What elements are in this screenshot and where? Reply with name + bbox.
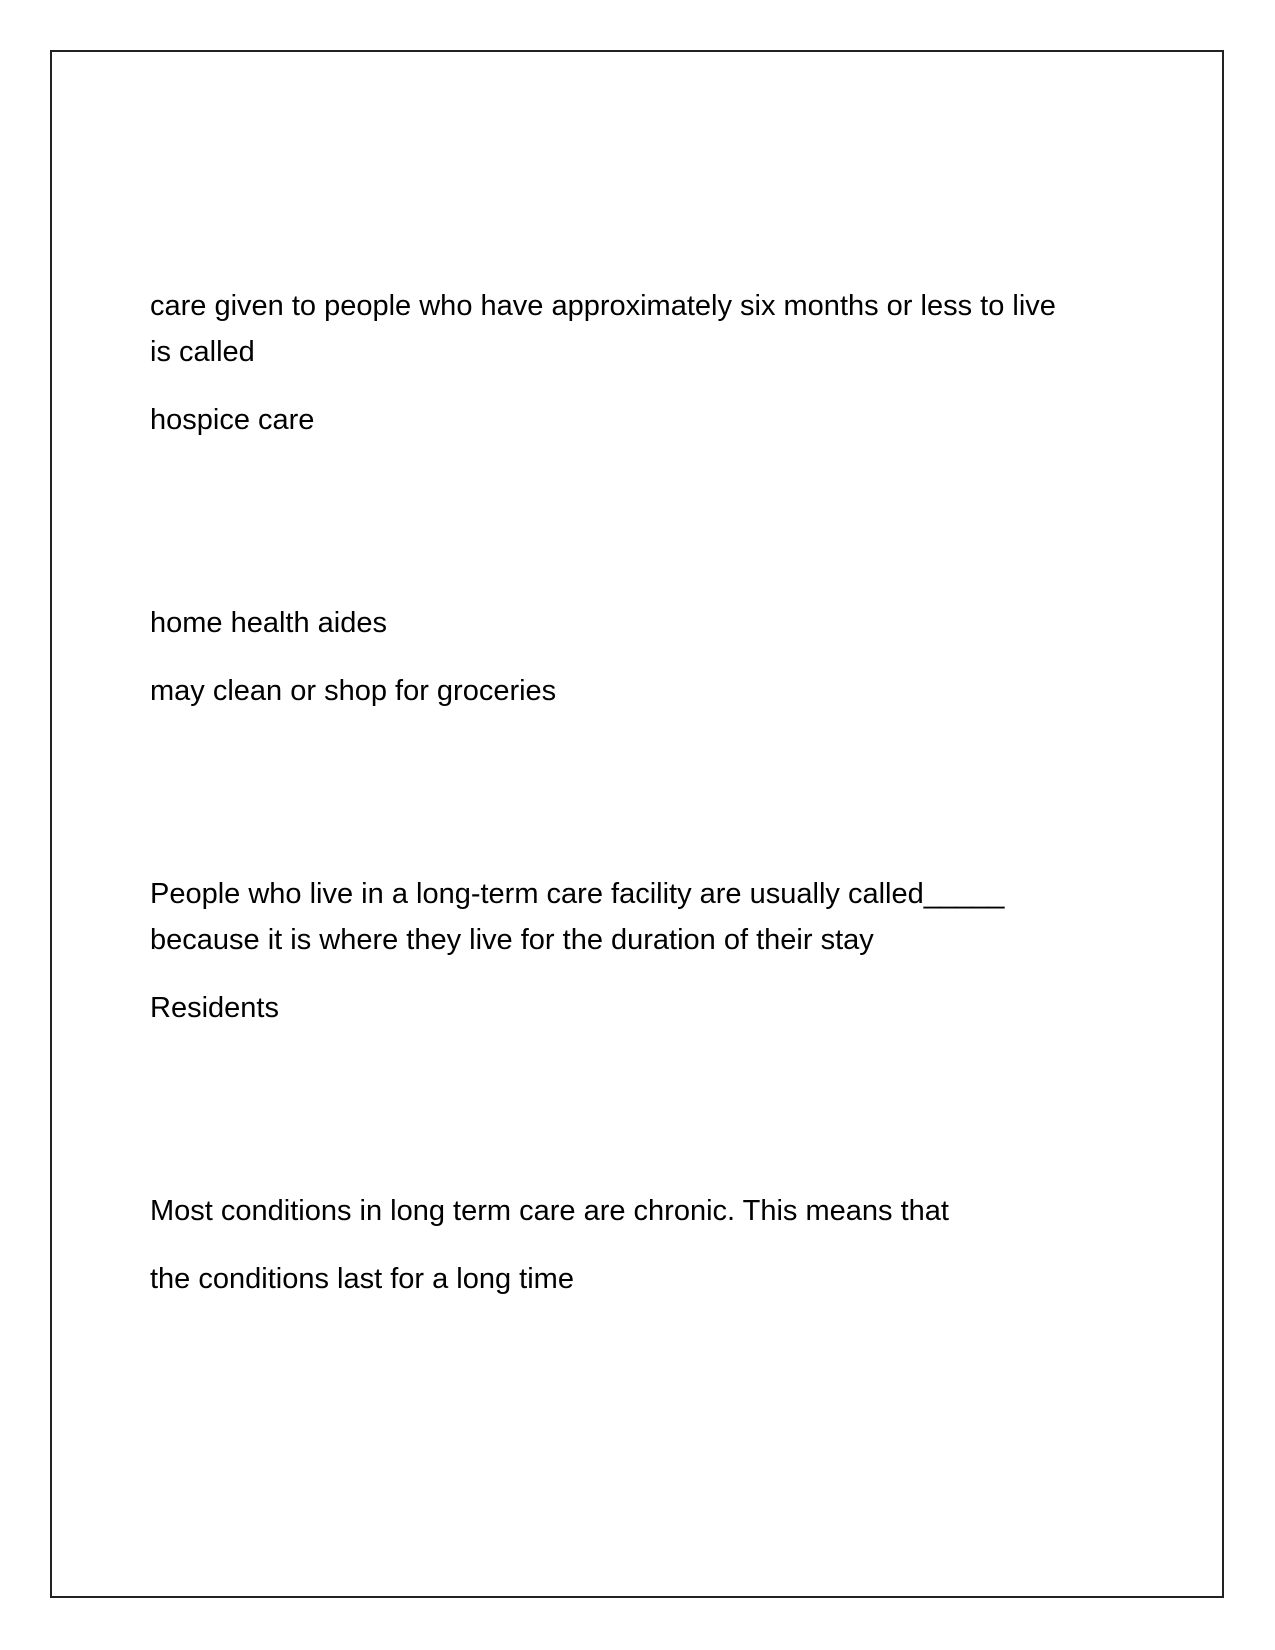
card-3-question-line-2: because it is where they live for the duration of their stay — [150, 924, 874, 956]
card-1-question-line-1: care given to people who have approximately six months or less to live — [150, 290, 1056, 322]
card-4-answer: the conditions last for a long time — [150, 1263, 574, 1295]
card-3-question-line-1: People who live in a long-term care facility are usually called_____ — [150, 878, 1005, 910]
card-1-answer: hospice care — [150, 404, 315, 436]
card-1-question-line-2: is called — [150, 336, 255, 368]
card-2-question-line-1: home health aides — [150, 607, 387, 639]
card-3-answer: Residents — [150, 992, 279, 1024]
card-4-question-line-1: Most conditions in long term care are chronic. This means that — [150, 1195, 949, 1227]
card-2-answer: may clean or shop for groceries — [150, 675, 557, 707]
